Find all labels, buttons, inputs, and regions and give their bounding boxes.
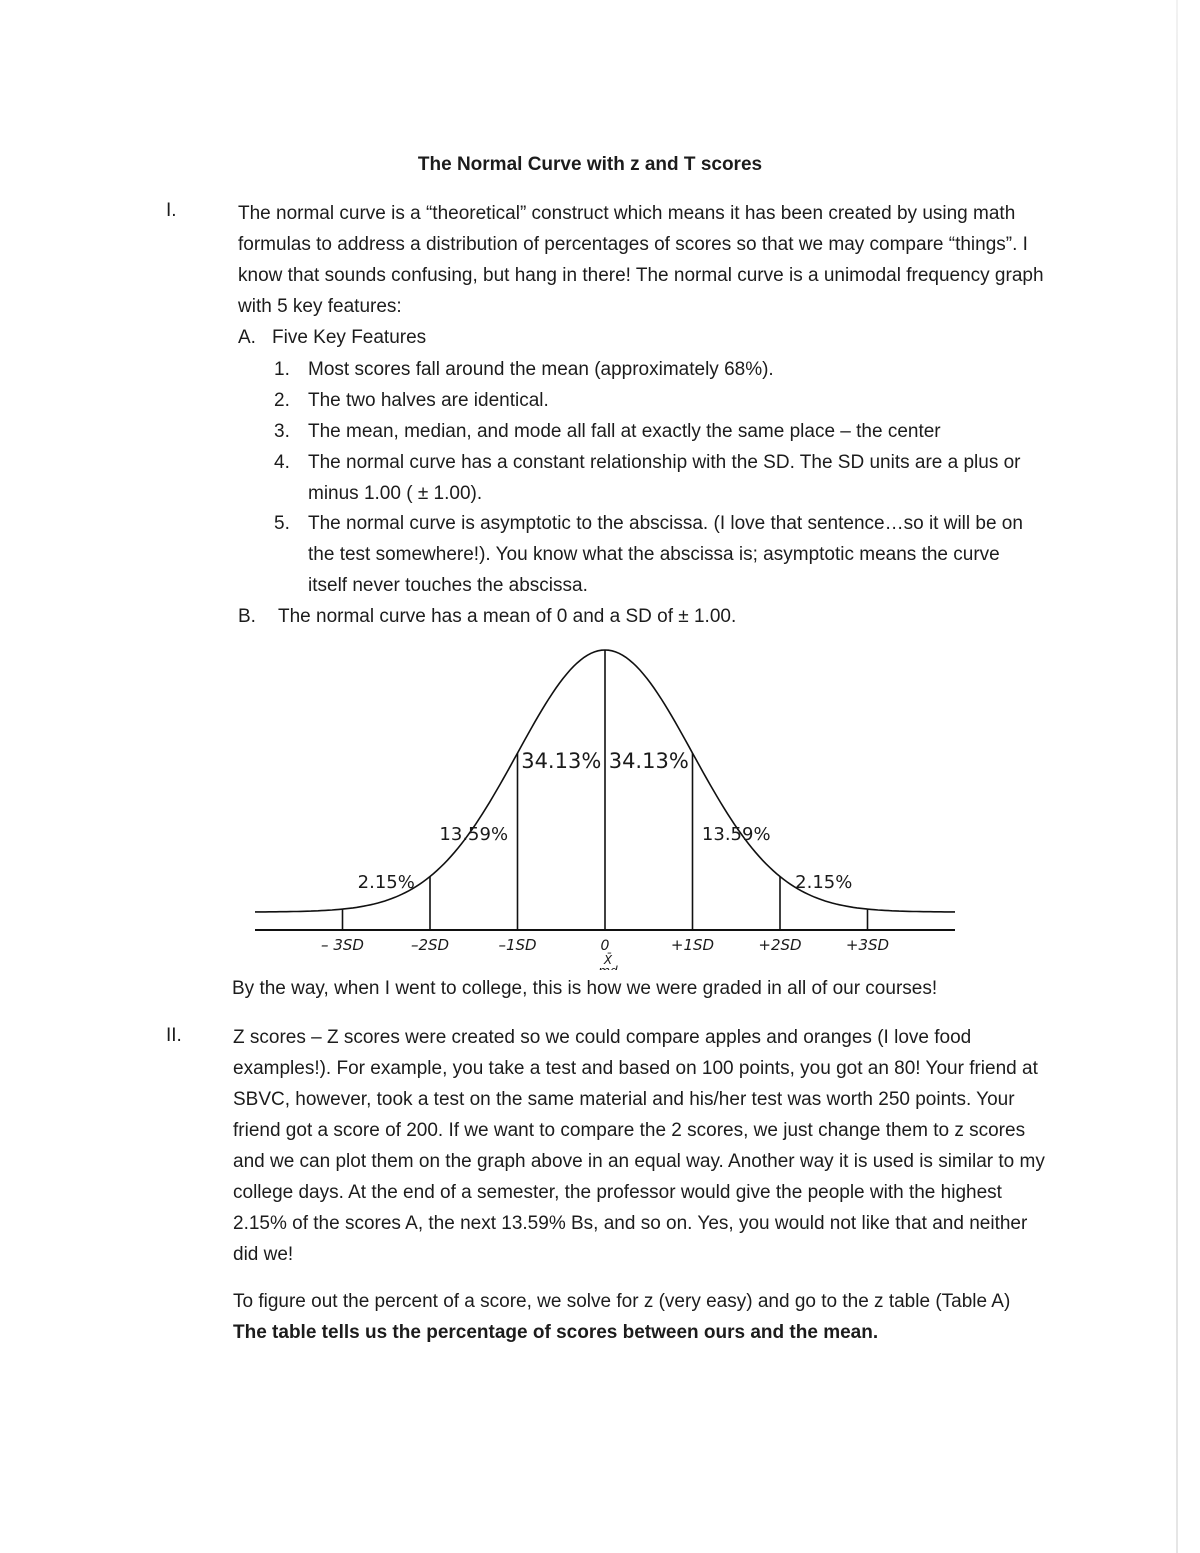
feature-number: 2.	[274, 390, 290, 411]
sd-tick-label: +2SD	[758, 936, 802, 954]
document-title: The Normal Curve with z and T scores	[417, 154, 763, 175]
table-paragraph	[233, 1286, 1048, 1348]
region-percent-label: 2.15%	[795, 872, 853, 893]
region-percent-label: 2.15%	[357, 872, 415, 893]
sd-tick-label: +3SD	[845, 936, 890, 954]
feature-item	[274, 385, 1044, 416]
feature-text: The two halves are identical.	[308, 390, 549, 411]
feature-text: The normal curve is asymptotic to the abscissa. (I love that sentence…so it will be on the test somewhere!). You know what the abscissa is; asymptotic means the curve itself never touches the abscissa.	[308, 513, 1023, 596]
feature-number: 4.	[274, 452, 290, 473]
region-percent-label: 13.59%	[439, 824, 509, 845]
sub-b-letter: B.	[238, 606, 256, 627]
grading-caption: By the way, when I went to college, this is how we were graded in all of our courses!	[232, 978, 938, 999]
feature-item	[274, 508, 1044, 601]
feature-item	[274, 447, 1044, 509]
section1-intro: The normal curve is a “theoretical” construct which means it has been created by using math formulas to address a distribution of percentages of scores so that we may compare “things”. I know that sounds confusing, but hang in there! The normal curve is a unimodal frequency graph with 5 key features:	[238, 203, 1044, 317]
sd-tick-label: 0	[600, 938, 610, 954]
feature-number: 1.	[274, 359, 290, 380]
feature-number: 3.	[274, 421, 290, 442]
table-bold-text: The table tells us the percentage of scores between ours and the mean.	[233, 1322, 879, 1343]
table-text: To figure out the percent of a score, we solve for z (very easy) and go to the z table (Table A)	[233, 1291, 1011, 1312]
feature-text: Most scores fall around the mean (approximately 68%).	[308, 359, 774, 380]
sub-b-text: The normal curve has a mean of 0 and a SD of ± 1.00.	[278, 606, 737, 627]
section-numeral-1: I.	[166, 200, 177, 221]
feature-text: The mean, median, and mode all fall at exactly the same place – the center	[308, 421, 941, 442]
feature-number: 5.	[274, 513, 290, 534]
feature-item	[274, 416, 1044, 447]
feature-item	[274, 354, 1044, 385]
sd-tick-label: – 3SD	[321, 936, 364, 954]
region-percent-label: 13.59%	[701, 824, 771, 845]
sd-tick-label: +1SD	[670, 936, 715, 954]
region-percent-label: 34.13%	[608, 749, 689, 773]
region-percent-label: 34.13%	[521, 749, 602, 773]
sd-tick-label: –2SD	[410, 936, 450, 954]
section-numeral-2: II.	[166, 1025, 182, 1046]
feature-text: The normal curve has a constant relationship with the SD. The SD units are a plus or minus 1.00 ( ± 1.00).	[308, 452, 1021, 504]
page-edge	[1176, 0, 1178, 1553]
center-stat-note: X̄	[603, 953, 613, 967]
sd-tick-label: –1SD	[498, 936, 537, 954]
center-stat-note	[598, 964, 618, 970]
normal-curve-chart	[240, 630, 980, 970]
section2-text: Z scores – Z scores were created so we could compare apples and oranges (I love food examples!). For example, you take a test and based on 100 points, you got an 80! Your friend at SBVC, however, took a test on the same material and his/her test was worth 250 points. Your friend got a score of 200. If we want to compare the 2 scores, we just change them to z scores and we can plot them on the graph above in an equal way. Another way it is used is similar to my college days. At the end of a semester, the professor would give the people with the highest 2.15% of the scores A, the next 13.59% Bs, and so on. Yes, you would not like that and neither did we!	[233, 1027, 1045, 1265]
sub-a-title: Five Key Features	[272, 327, 427, 348]
normal-curve-svg	[240, 630, 980, 970]
sub-a-letter: A.	[238, 327, 256, 348]
